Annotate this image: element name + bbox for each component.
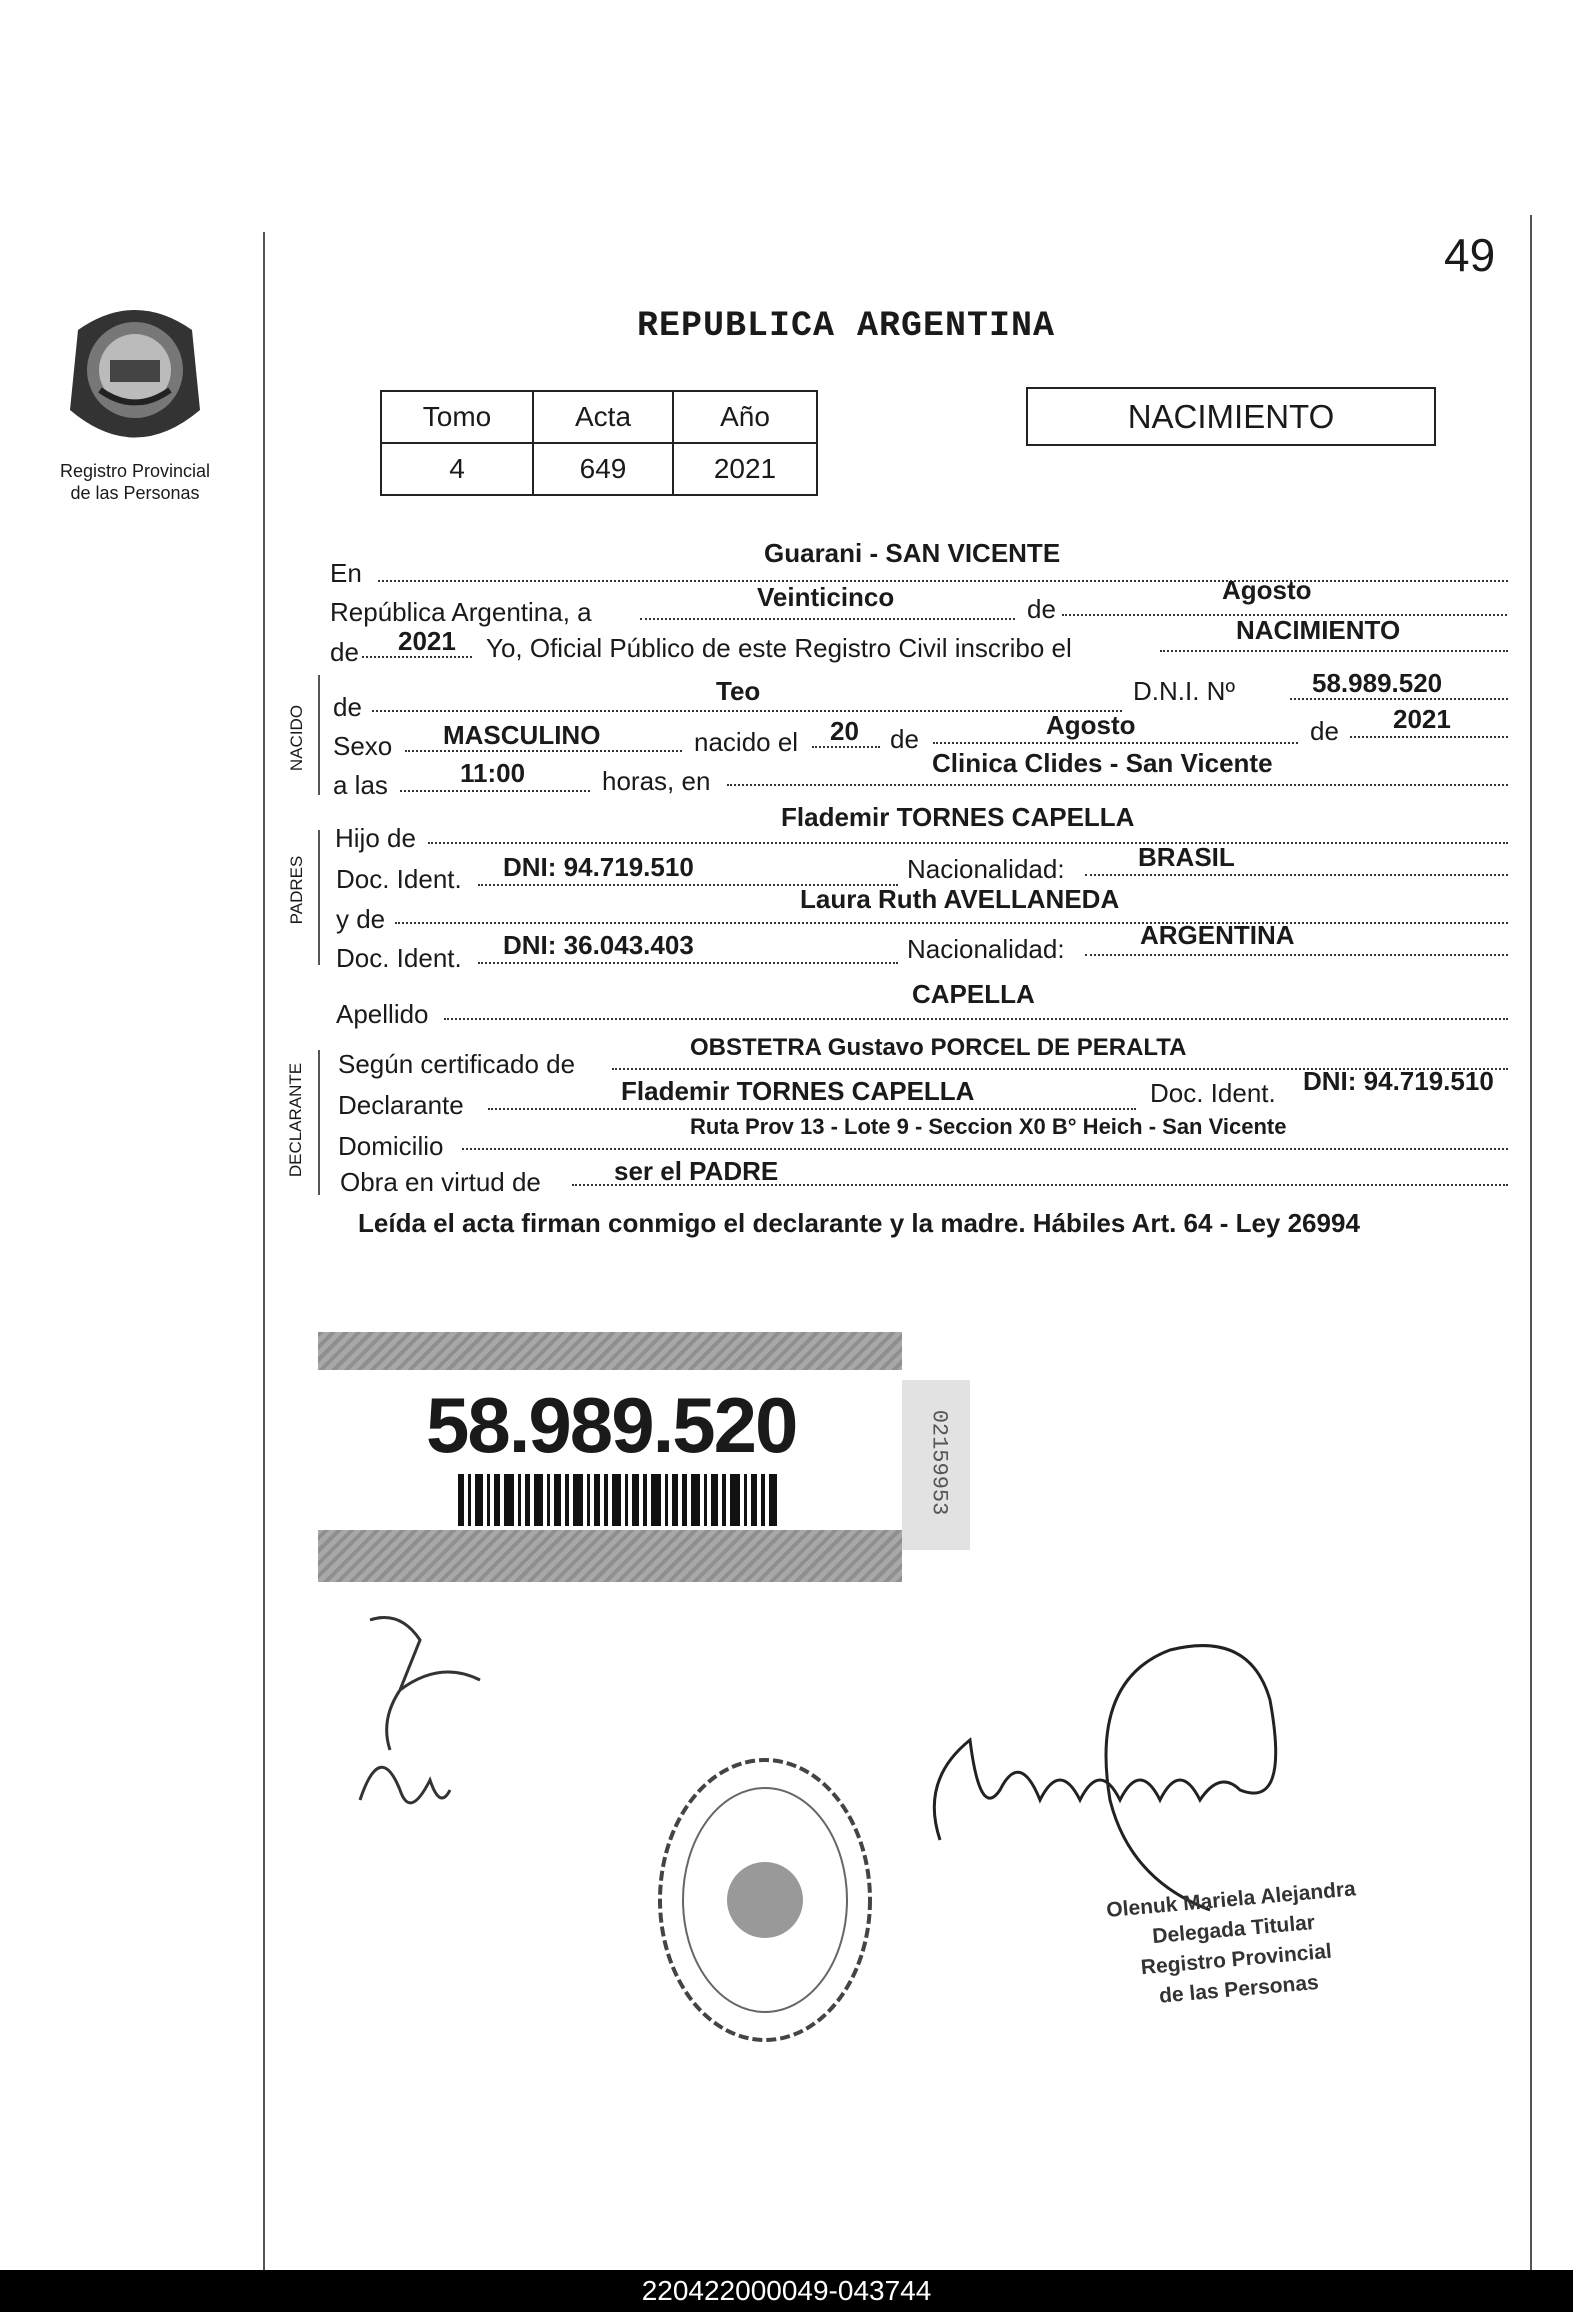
- nacido-bracket: [318, 675, 320, 795]
- apellido-dots: [444, 1018, 1508, 1020]
- obra-value: ser el PADRE: [614, 1156, 779, 1186]
- yo-text: Yo, Oficial Público de este Registro Civil inscribo el: [486, 633, 1072, 663]
- mother-doc: DNI: 36.043.403: [503, 930, 694, 960]
- child-dni: 58.989.520: [1312, 668, 1443, 698]
- father-nationality: BRASIL: [1138, 842, 1235, 872]
- sticker-number: 58.989.520: [426, 1381, 797, 1469]
- a-las-label: a las: [333, 770, 388, 800]
- birthyear-dots: [1350, 736, 1508, 738]
- birth-place: Clinica Clides - San Vicente: [932, 748, 1273, 778]
- misiones-seal-logo: [60, 290, 210, 460]
- father-doc: DNI: 94.719.510: [503, 852, 694, 882]
- mother-dots: [395, 922, 1508, 924]
- horas-label: horas, en: [602, 766, 711, 796]
- mother-nac-label: Nacionalidad:: [907, 934, 1065, 964]
- logo-caption-line2: de las Personas: [70, 483, 200, 503]
- intro-de2-label: de: [330, 637, 359, 667]
- declarant-dots: [488, 1108, 1136, 1110]
- header-acta: Acta: [533, 391, 673, 443]
- declarante-label: Declarante: [338, 1090, 464, 1120]
- en-label: En: [330, 558, 362, 588]
- officer-name: Olenuk Mariela Alejandra: [1105, 1877, 1357, 1923]
- father-nac-dots: [1085, 874, 1508, 876]
- birth-day: 20: [830, 716, 859, 746]
- intro-year: 2021: [398, 626, 456, 656]
- official-seal: [650, 1750, 880, 2050]
- apellido-value: CAPELLA: [912, 979, 1035, 1009]
- padres-section-label: PADRES: [287, 855, 306, 925]
- officer-role: Delegada Titular: [1151, 1910, 1316, 1949]
- birth-hour: 11:00: [460, 758, 526, 788]
- mother-nac-dots: [1085, 954, 1508, 956]
- registry-header-row: [381, 391, 817, 443]
- header-ano: Año: [673, 391, 817, 443]
- nacido-de2-label: de: [890, 724, 919, 754]
- republica-label: República Argentina, a: [330, 597, 592, 627]
- value-ano: 2021: [673, 443, 817, 495]
- nacido-de-label: de: [333, 692, 362, 722]
- officer-org2: de las Personas: [1158, 1970, 1320, 2008]
- act-type-box: NACIMIENTO: [1026, 387, 1436, 446]
- child-sexo: MASCULINO: [443, 720, 601, 750]
- declarante-bracket: [318, 1050, 320, 1195]
- nacido-section-label: NACIDO: [287, 704, 306, 772]
- left-margin-line: [263, 232, 265, 2270]
- domicilio-dots: [462, 1148, 1508, 1150]
- sexo-label: Sexo: [333, 731, 393, 761]
- child-name: Teo: [716, 676, 761, 706]
- father-nac-label: Nacionalidad:: [907, 854, 1065, 884]
- side-code-label: [902, 1380, 970, 1550]
- declarant-name: Flademir TORNES CAPELLA: [621, 1076, 975, 1106]
- name-dots: [372, 710, 1122, 712]
- mother-doc-dots: [478, 962, 898, 964]
- officer-org1: Registro Provincial: [1139, 1939, 1333, 1980]
- father-name: Flademir TORNES CAPELLA: [781, 802, 1135, 832]
- apellido-label: Apellido: [336, 999, 429, 1029]
- birthmonth-dots: [933, 742, 1298, 744]
- intro-de-label: de: [1027, 594, 1056, 624]
- mother-name: Laura Ruth AVELLANEDA: [800, 884, 1120, 914]
- intro-day: Veinticinco: [757, 582, 895, 612]
- birth-year: 2021: [1393, 704, 1451, 734]
- officer-signature: [910, 1620, 1390, 1920]
- registry-table: [380, 390, 818, 496]
- logo-caption-line1: Registro Provincial: [59, 461, 211, 481]
- header-tomo: Tomo: [381, 391, 533, 443]
- domicilio-value: Ruta Prov 13 - Lote 9 - Seccion X0 B° Heich - San Vicente: [690, 1114, 1287, 1139]
- page-number: 49: [1444, 229, 1496, 281]
- reading-text: Leída el acta firman conmigo el declarante y la madre. Hábiles Art. 64 - Ley 26994: [358, 1208, 1360, 1238]
- document-id-footer: 220422000049-043744: [0, 2270, 1573, 2312]
- father-dots: [428, 842, 1508, 844]
- day-dots: [640, 618, 1015, 620]
- id-sticker: [318, 1332, 902, 1582]
- document-title: REPUBLICA ARGENTINA: [637, 306, 1056, 346]
- right-margin-line: [1530, 215, 1532, 2270]
- obra-label: Obra en virtud de: [340, 1167, 541, 1197]
- padres-bracket: [318, 830, 320, 965]
- mother-nationality: ARGENTINA: [1140, 920, 1295, 950]
- nacido-el-label: nacido el: [694, 727, 799, 757]
- act-dots: [1160, 650, 1508, 652]
- birth-month: Agosto: [1046, 710, 1136, 740]
- cert-value: OBSTETRA Gustavo PORCEL DE PERALTA: [690, 1034, 1187, 1061]
- mother-doc-label: Doc. Ident.: [336, 943, 462, 973]
- declarante-section-label: DECLARANTE: [286, 1062, 305, 1178]
- declarant-doc-label: Doc. Ident.: [1150, 1078, 1276, 1108]
- domicilio-label: Domicilio: [338, 1131, 444, 1161]
- value-acta: 649: [533, 443, 673, 495]
- father-doc-label: Doc. Ident.: [336, 864, 462, 894]
- intro-place: Guarani - SAN VICENTE: [764, 538, 1061, 568]
- registry-value-row: [381, 443, 817, 495]
- hijo-de-label: Hijo de: [335, 823, 416, 853]
- birthplace-dots: [727, 784, 1508, 786]
- intro-month: Agosto: [1222, 575, 1312, 605]
- declarant-doc: DNI: 94.719.510: [1303, 1066, 1494, 1096]
- side-code: 02159953: [926, 1409, 952, 1516]
- nacido-de3-label: de: [1310, 716, 1339, 746]
- dni-label: D.N.I. Nº: [1133, 676, 1235, 706]
- declarant-signature: [340, 1600, 510, 1830]
- cert-label: Según certificado de: [338, 1049, 576, 1079]
- barcode-icon: [458, 1474, 778, 1526]
- logo-caption: [40, 460, 230, 504]
- value-tomo: 4: [381, 443, 533, 495]
- en-dots: [378, 580, 1508, 582]
- hour-dots: [400, 790, 590, 792]
- intro-act: NACIMIENTO: [1236, 615, 1401, 645]
- y-de-label: y de: [336, 904, 386, 934]
